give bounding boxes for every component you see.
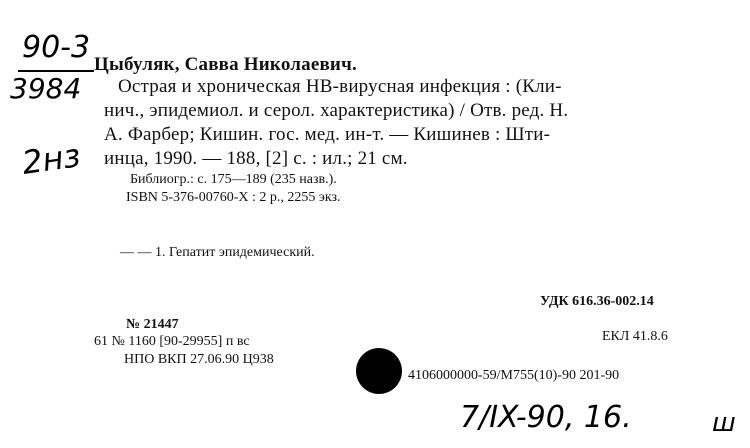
catalog-code: 4106000000-59/М755(10)-90 201-90	[408, 368, 620, 383]
author-heading: Цыбуляк, Савва Николаевич.	[94, 54, 357, 75]
handwritten-shelf-bottom: 3984	[10, 72, 82, 105]
bibliography-note: Библиогр.: с. 175—189 (235 назв.).	[130, 172, 337, 187]
title-line-2: нич., эпидемиол. и серол. характеристика) / Отв. ред. Н.	[104, 100, 569, 121]
title-line-1: Острая и хроническая НВ-вирусная инфекция : (Кли-	[118, 76, 562, 97]
handwritten-date: 7/IX-90, 16.	[460, 400, 632, 435]
subject-heading: — — 1. Гепатит эпидемический.	[120, 245, 315, 260]
title-line-4: инца, 1990. — 188, [2] с. : ил.; 21 см.	[104, 148, 408, 169]
handwritten-corner-mark: ш	[712, 408, 736, 438]
handwritten-note-left: 2нз	[19, 136, 83, 182]
isbn-line: ISBN 5-376-00760-X : 2 р., 2255 экз.	[126, 190, 341, 205]
npo-line: НПО ВКП 27.06.90 Ц938	[124, 352, 274, 367]
ekl-code: ЕКЛ 41.8.6	[602, 329, 668, 344]
punch-hole-mark	[356, 348, 402, 394]
order-line: 61 № 1160 [90-29955] п вс	[94, 334, 250, 349]
title-line-3: А. Фарбер; Кишин. гос. мед. ин-т. — Кишинев : Шти-	[104, 124, 551, 145]
record-number: № 21447	[126, 317, 179, 332]
udk-code: УДК 616.36-002.14	[540, 294, 654, 309]
handwritten-shelf-top: 90-3	[22, 30, 91, 65]
